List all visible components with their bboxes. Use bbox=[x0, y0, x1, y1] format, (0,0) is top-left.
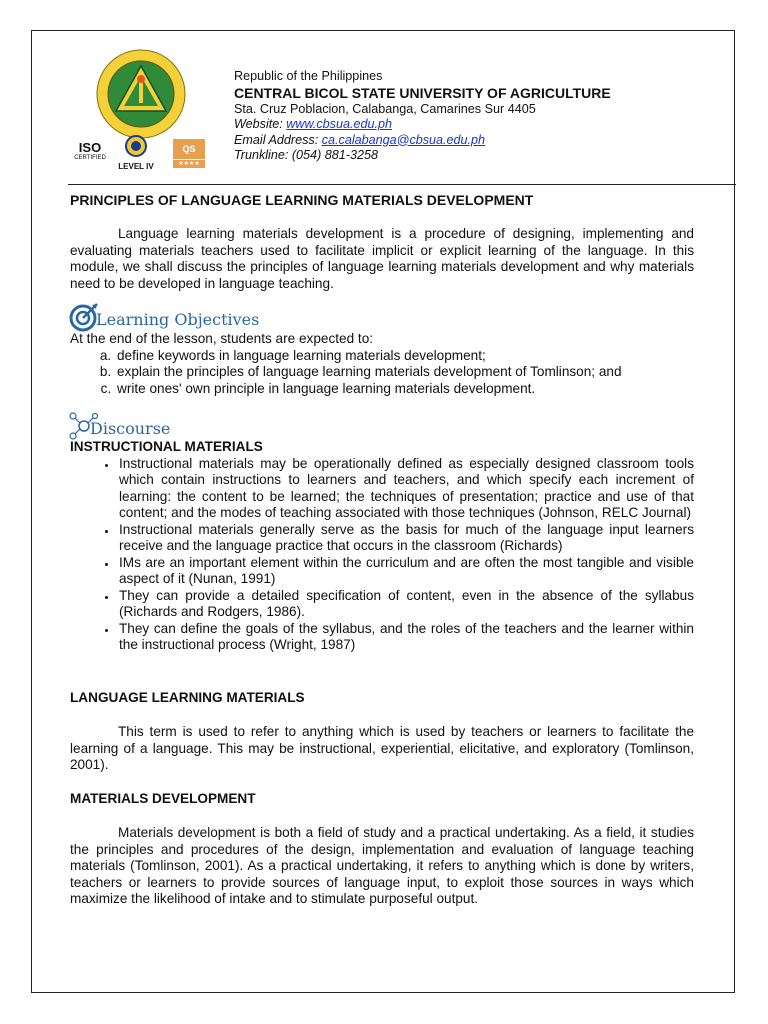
instructional-materials-section bbox=[70, 439, 694, 654]
list-item: • They can define the goals of the syllabus, and the roles of the teachers and the learner within the instructional process (Wright, 1987) bbox=[117, 621, 694, 654]
objectives-lead: At the end of the lesson, students are expected to: bbox=[70, 331, 374, 346]
trunkline: Trunkline: (054) 881-3258 bbox=[234, 148, 378, 162]
instructional-materials-list bbox=[70, 456, 694, 654]
university-seal-logo bbox=[96, 49, 186, 139]
letterhead bbox=[234, 69, 611, 164]
list-item: a. define keywords in language learning materials development; bbox=[115, 348, 694, 365]
section-heading: MATERIALS DEVELOPMENT bbox=[70, 791, 256, 806]
discourse-heading: Discourse bbox=[90, 419, 171, 438]
list-item: • IMs are an important element within the curriculum and are often the most tangible and visible aspect of it (Nunan, 1991) bbox=[117, 555, 694, 588]
address-line: Sta. Cruz Poblacion, Calabanga, Camarines Sur 4405 bbox=[234, 101, 536, 116]
list-item: b. explain the principles of language learning materials development of Tomlinson; and bbox=[115, 364, 694, 381]
section-heading: INSTRUCTIONAL MATERIALS bbox=[70, 439, 263, 454]
email-link[interactable]: ca.calabanga@cbsua.edu.ph bbox=[321, 132, 486, 147]
list-item: c. write ones' own principle in language learning materials development. bbox=[115, 381, 694, 398]
objectives-list bbox=[70, 348, 694, 398]
accreditation-seal-icon bbox=[125, 135, 147, 157]
language-materials-paragraph: This term is used to refer to anything which is used by teachers or learners to facilitate the learning of a language. This may be instructional, experiential, elicitative, and exploratory (Tomlinson, 2001). bbox=[70, 724, 694, 772]
materials-development-paragraph: Materials development is both a field of study and a practical undertaking. As a field, it studies the principles and procedures of the design, implementation and evaluation of language teaching materials (Tomlinson, 2001). As a practical undertaking, it refers to anything which is done by writers, teachers or learners to provide sources of language input, to exploit those sources in ways which maximize the likelihood of intake and to stimulate purposeful output. bbox=[70, 825, 694, 906]
website-link[interactable]: www.cbsua.edu.ph bbox=[286, 117, 392, 131]
list-item: • They can provide a detailed specification of content, even in the absence of the syllabus (Richards and Rodgers, 1986). bbox=[117, 588, 694, 621]
section-heading: LANGUAGE LEARNING MATERIALS bbox=[70, 690, 305, 705]
qs-badge: QS ★★★★ bbox=[173, 139, 205, 168]
level-badge: LEVEL IV bbox=[116, 135, 156, 171]
website-line: Website: www.cbsua.edu.ph bbox=[234, 117, 392, 131]
learning-objectives-heading: Learning Objectives bbox=[96, 310, 260, 329]
republic-line: Republic of the Philippines bbox=[234, 69, 383, 83]
document-page bbox=[31, 30, 735, 993]
objectives-block bbox=[70, 331, 694, 397]
header-divider bbox=[68, 184, 736, 185]
email-line: Email Address: ca.calabanga@cbsua.edu.ph bbox=[234, 132, 486, 147]
accreditation-badges bbox=[70, 135, 220, 181]
document-title: PRINCIPLES OF LANGUAGE LEARNING MATERIALS DEVELOPMENT bbox=[70, 192, 534, 208]
university-name: CENTRAL BICOL STATE UNIVERSITY OF AGRICULTURE bbox=[234, 84, 611, 101]
iso-badge: ISO CERTIFIED bbox=[74, 140, 106, 161]
list-item: • Instructional materials generally serve as the basis for much of the language input learners receive and the language practice that occurs in the classroom (Richards) bbox=[117, 522, 694, 555]
intro-paragraph: Language learning materials development is a procedure of designing, implementing and evaluating materials teachers used to facilitate implicit or explicit learning of the language. In this module, we shall discuss the principles of language learning materials development and why materials need to be developed in language teaching. bbox=[70, 226, 694, 291]
list-item: • Instructional materials may be operationally defined as especially designed classroom tools which contain instructions to learners and teachers, and which specify each increment of learning: the content to be learned; the techniques of presentation; practice and use of that content; and the modes of teaching associated with those techniques (Johnson, RELC Journal) bbox=[117, 456, 694, 522]
